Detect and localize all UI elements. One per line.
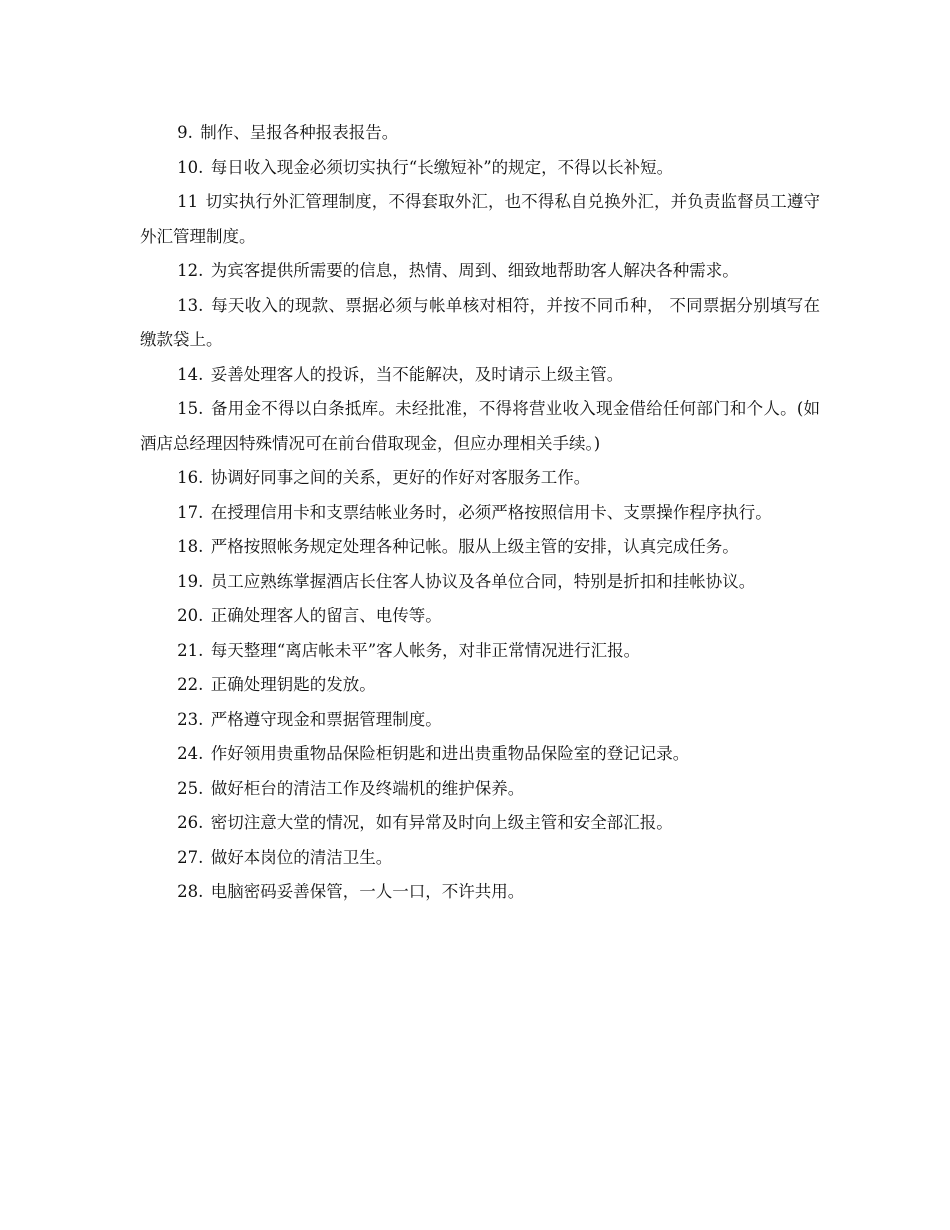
list-item bbox=[140, 530, 820, 565]
item-number: 24. bbox=[177, 744, 204, 763]
list-item bbox=[140, 634, 820, 669]
list-item bbox=[140, 565, 820, 600]
list-item bbox=[140, 841, 820, 876]
item-number: 10. bbox=[177, 157, 204, 177]
list-item bbox=[140, 737, 820, 772]
list-item bbox=[140, 392, 820, 461]
item-number: 14. bbox=[177, 364, 204, 384]
item-number: 16. bbox=[177, 468, 204, 487]
list-item bbox=[140, 254, 820, 289]
item-number: 11 bbox=[177, 192, 199, 211]
item-text: 每天整理“离店帐未平”客人帐务，对非正常情况进行汇报。 bbox=[210, 640, 641, 660]
item-text: 在授理信用卡和支票结帐业务时，必须严格按照信用卡、支票操作程序执行。 bbox=[210, 502, 772, 522]
item-text: 为宾客提供所需要的信息，热情、周到、细致地帮助客人解决各种需求。 bbox=[210, 261, 739, 280]
item-text: 严格按照帐务规定处理各种记帐。服从上级主管的安排，认真完成任务。 bbox=[210, 537, 739, 556]
item-text: 每天收入的现款、票据必须与帐单核对相符，并按不同币种， 不同票据分别填写在缴款袋上。 bbox=[140, 295, 820, 349]
item-number: 28. bbox=[177, 882, 204, 901]
item-text: 协调好同事之间的关系，更好的作好对客服务工作。 bbox=[210, 468, 591, 487]
item-number: 25. bbox=[177, 778, 204, 798]
list-item bbox=[140, 151, 820, 186]
item-text: 做好本岗位的清洁卫生。 bbox=[210, 847, 393, 867]
item-number: 27. bbox=[177, 847, 204, 867]
item-text: 正确处理客人的留言、电传等。 bbox=[210, 606, 442, 625]
item-text: 电脑密码妥善保管，一人一口，不许共用。 bbox=[210, 882, 525, 901]
list-item bbox=[140, 806, 820, 841]
item-text: 妥善处理客人的投诉，当不能解决，及时请示上级主管。 bbox=[210, 364, 624, 384]
item-text: 作好领用贵重物品保险柜钥匙和进出贵重物品保险室的登记记录。 bbox=[210, 744, 690, 763]
item-text: 制作、呈报各种报表报告。 bbox=[200, 123, 399, 142]
item-number: 13. bbox=[177, 295, 204, 315]
item-number: 9. bbox=[177, 123, 193, 142]
item-number: 19. bbox=[177, 571, 204, 591]
item-text: 严格遵守现金和票据管理制度。 bbox=[210, 709, 442, 729]
list-item bbox=[140, 116, 820, 151]
list-item bbox=[140, 461, 820, 496]
item-number: 18. bbox=[177, 537, 204, 556]
item-number: 17. bbox=[177, 502, 204, 522]
list-item bbox=[140, 599, 820, 634]
item-text: 备用金不得以白条抵库。未经批准，不得将营业收入现金借给任何部门和个人。(如酒店总经理因特殊情况可在前台借取现金，但应办理相关手续。) bbox=[140, 399, 820, 453]
item-text: 密切注意大堂的情况，如有异常及时向上级主管和安全部汇报。 bbox=[210, 813, 673, 832]
item-number: 15. bbox=[177, 399, 204, 418]
list-item bbox=[140, 496, 820, 531]
list-item bbox=[140, 703, 820, 738]
item-text: 切实执行外汇管理制度，不得套取外汇，也不得私自兑换外汇，并负责监督员工遵守外汇管理制度。 bbox=[140, 192, 820, 246]
item-number: 22. bbox=[177, 675, 204, 694]
item-number: 12. bbox=[177, 261, 204, 280]
list-item bbox=[140, 358, 820, 393]
item-text: 员工应熟练掌握酒店长住客人协议及各单位合同，特别是折扣和挂帐协议。 bbox=[210, 571, 756, 591]
item-number: 21. bbox=[177, 640, 204, 660]
list-item bbox=[140, 185, 820, 254]
document-body bbox=[140, 116, 820, 910]
item-text: 每日收入现金必须切实执行“长缴短补”的规定，不得以长补短。 bbox=[210, 157, 674, 177]
list-item bbox=[140, 289, 820, 358]
list-item bbox=[140, 875, 820, 910]
item-text: 做好柜台的清洁工作及终端机的维护保养。 bbox=[210, 778, 525, 798]
item-text: 正确处理钥匙的发放。 bbox=[210, 675, 376, 694]
item-number: 20. bbox=[177, 606, 204, 625]
item-number: 26. bbox=[177, 813, 204, 832]
item-number: 23. bbox=[177, 709, 204, 729]
list-item bbox=[140, 772, 820, 807]
list-item bbox=[140, 668, 820, 703]
